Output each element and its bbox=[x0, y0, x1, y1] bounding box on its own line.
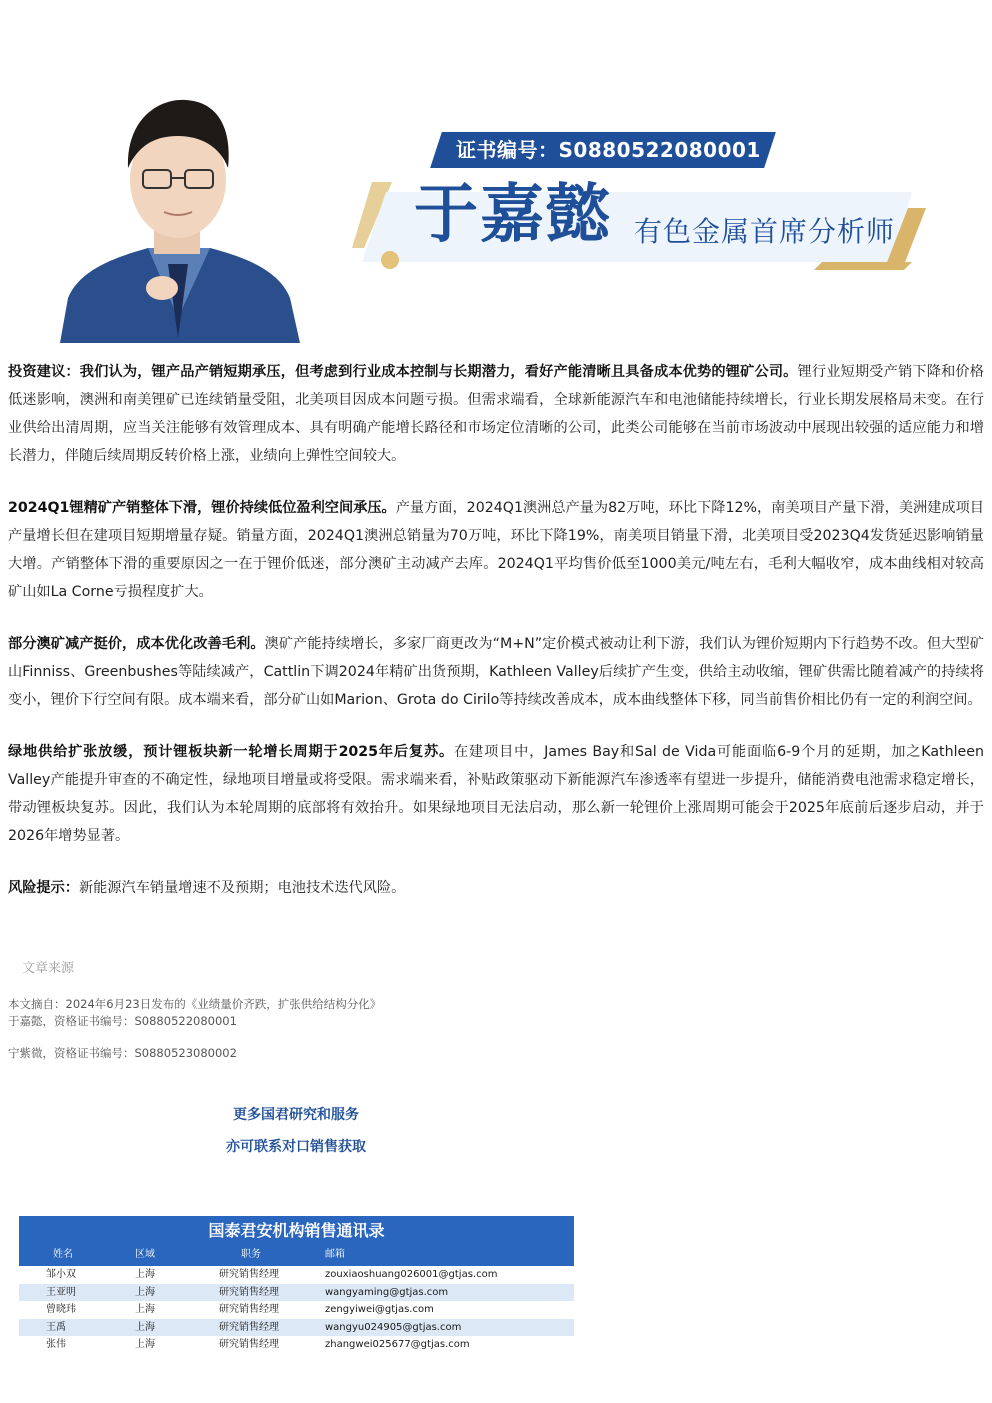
analyst-title: 有色金属首席分析师 bbox=[634, 215, 896, 248]
paragraph-text: 产量方面，2024Q1澳洲总产量为82万吨，环比下降12%，南美项目产量下滑，美洲建成项目产量增长但在建项目短期增量存疑。销量方面，2024Q1澳洲总销量为70万吨，环比下降19%，南美项目销量下滑，北美项目受2023Q4发货延迟影响销量大增。产销整体下滑的重要原因之一在于锂价低迷，部分澳矿主动减产去库。2024Q1平均售价低至1000美元/吨左右，毛利大幅收窄，成本曲线相对较高矿山如La Corne亏损程度扩大。 bbox=[8, 500, 984, 600]
paragraph-text: 澳矿产能持续增长，多家厂商更改为“M+N”定价模式被动让利下游，我们认为锂价短期内下行趋势不改。但大型矿山Finniss、Greenbushes等陆续减产，Cattlin下调2024年精矿出货预期，Kathleen Valley后续扩产生变，供给主动收缩，锂矿供需比随着减产的持续将变小，锂价下行空间有限。成本端来看，部分矿山如Marion、Grota do Cirilo等持续改善成本，成本曲线整体下移，同当前售价相比仍有一定的利润空间。 bbox=[8, 636, 984, 708]
paragraph-text: 在建项目中，James Bay和Sal de Vida可能面临6-9个月的延期，加之Kathleen Valley产能提升审查的不确定性，绿地项目增量或将受限。需求端来看，补贴政策驱动下新能源汽车渗透率有望进一步提升，储能消费电池需求稳定增长，带动锂板块复苏。因此，我们认为本轮周期的底部将有效抬升。如果绿地项目无法启动，那么新一轮锂价上涨周期可能会于2025年底前后逐步启动，并于2026年增势显著。 bbox=[8, 744, 984, 844]
contact-name: 王禹 bbox=[46, 1321, 66, 1333]
contact-role: 研究销售经理 bbox=[219, 1269, 279, 1280]
sales-contact-table bbox=[19, 1216, 574, 1350]
contact-column-headers bbox=[19, 1246, 574, 1264]
column-header-email: 邮箱 bbox=[325, 1249, 345, 1260]
analyst-name: 于嘉懿 bbox=[414, 177, 612, 252]
paragraph-text: 锂行业短期受产销下降和价格低迷影响，澳洲和南美锂矿已连续销量受阻，北美项目因成本问题亏损。但需求端看，全球新能源汽车和电池储能持续增长，行业长期发展格局未变。在行业供给出清周期，应当关注能够有效管理成本、具有明确产能增长路径和市场定位清晰的公司，此类公司能够在当前市场波动中展现出较强的适应能力和增长潜力，伴随后续周期反转价格上涨，业绩向上弹性空间较大。 bbox=[8, 364, 984, 464]
contact-name: 王亚明 bbox=[46, 1286, 76, 1298]
table-row bbox=[19, 1319, 574, 1337]
article-body bbox=[8, 358, 984, 926]
paragraph-lead: 部分澳矿减产挺价，成本优化改善毛利。 bbox=[8, 636, 265, 652]
contact-email[interactable]: zhangwei025677@gtjas.com bbox=[325, 1339, 470, 1350]
paragraph-australia-cuts bbox=[8, 630, 984, 714]
contact-table-header bbox=[19, 1216, 574, 1266]
contact-role: 研究销售经理 bbox=[219, 1304, 279, 1315]
contact-role: 研究销售经理 bbox=[219, 1339, 279, 1350]
paragraph-risk-warning bbox=[8, 874, 984, 902]
analyst-portrait bbox=[50, 88, 308, 343]
contact-role: 研究销售经理 bbox=[219, 1286, 279, 1298]
contact-name: 张伟 bbox=[46, 1339, 66, 1350]
analyst-banner bbox=[0, 0, 992, 345]
paragraph-lead: 风险提示： bbox=[8, 880, 79, 896]
contact-name: 曾晓玮 bbox=[46, 1304, 76, 1315]
contact-sales-link[interactable]: 亦可联系对口销售获取 bbox=[226, 1139, 366, 1155]
paragraph-q1-production bbox=[8, 494, 984, 606]
contact-region: 上海 bbox=[135, 1269, 155, 1280]
source-excerpt-line: 本文摘自：2024年6月23日发布的《业绩量价齐跌，扩张供给结构分化》 bbox=[8, 997, 382, 1011]
contact-region: 上海 bbox=[135, 1286, 155, 1298]
column-header-role: 职务 bbox=[241, 1249, 261, 1260]
contact-email[interactable]: wangyu024905@gtjas.com bbox=[325, 1321, 462, 1333]
paragraph-lead: 投资建议：我们认为，锂产品产销短期承压，但考虑到行业成本控制与长期潜力，看好产能清晰且具备成本优势的锂矿公司。 bbox=[8, 364, 798, 380]
source-author-line: 宁紫微，资格证书编号：S0880523080002 bbox=[8, 1046, 237, 1060]
more-research-link[interactable]: 更多国君研究和服务 bbox=[233, 1107, 359, 1123]
contact-region: 上海 bbox=[135, 1339, 155, 1350]
table-row bbox=[19, 1336, 574, 1354]
contact-email[interactable]: zouxiaoshuang026001@gtjas.com bbox=[325, 1269, 498, 1280]
table-row bbox=[19, 1284, 574, 1302]
paragraph-greenfield-supply bbox=[8, 738, 984, 850]
paragraph-text: 新能源汽车销量增速不及预期；电池技术迭代风险。 bbox=[78, 880, 406, 896]
paragraph-investment-advice bbox=[8, 358, 984, 470]
contact-email[interactable]: zengyiwei@gtjas.com bbox=[325, 1304, 434, 1315]
table-row bbox=[19, 1266, 574, 1284]
source-label: 文章来源 bbox=[22, 961, 75, 976]
contact-region: 上海 bbox=[135, 1321, 155, 1333]
column-header-name: 姓名 bbox=[53, 1249, 73, 1260]
paragraph-lead: 绿地供给扩张放缓，预计锂板块新一轮增长周期于2025年后复苏。 bbox=[8, 744, 455, 760]
contact-name: 邹小双 bbox=[46, 1269, 76, 1280]
paragraph-lead: 2024Q1锂精矿产销整体下滑，锂价持续低位盈利空间承压。 bbox=[8, 500, 396, 516]
certificate-number: 证书编号：S0880522080001 bbox=[456, 138, 761, 162]
contact-table-title: 国泰君安机构销售通讯录 bbox=[208, 1221, 385, 1240]
column-header-region: 区域 bbox=[135, 1249, 155, 1260]
source-author-line: 于嘉懿，资格证书编号：S0880522080001 bbox=[8, 1014, 237, 1028]
contact-region: 上海 bbox=[135, 1304, 155, 1315]
table-row bbox=[19, 1301, 574, 1319]
contact-email[interactable]: wangyaming@gtjas.com bbox=[325, 1286, 449, 1298]
contact-role: 研究销售经理 bbox=[219, 1321, 279, 1333]
